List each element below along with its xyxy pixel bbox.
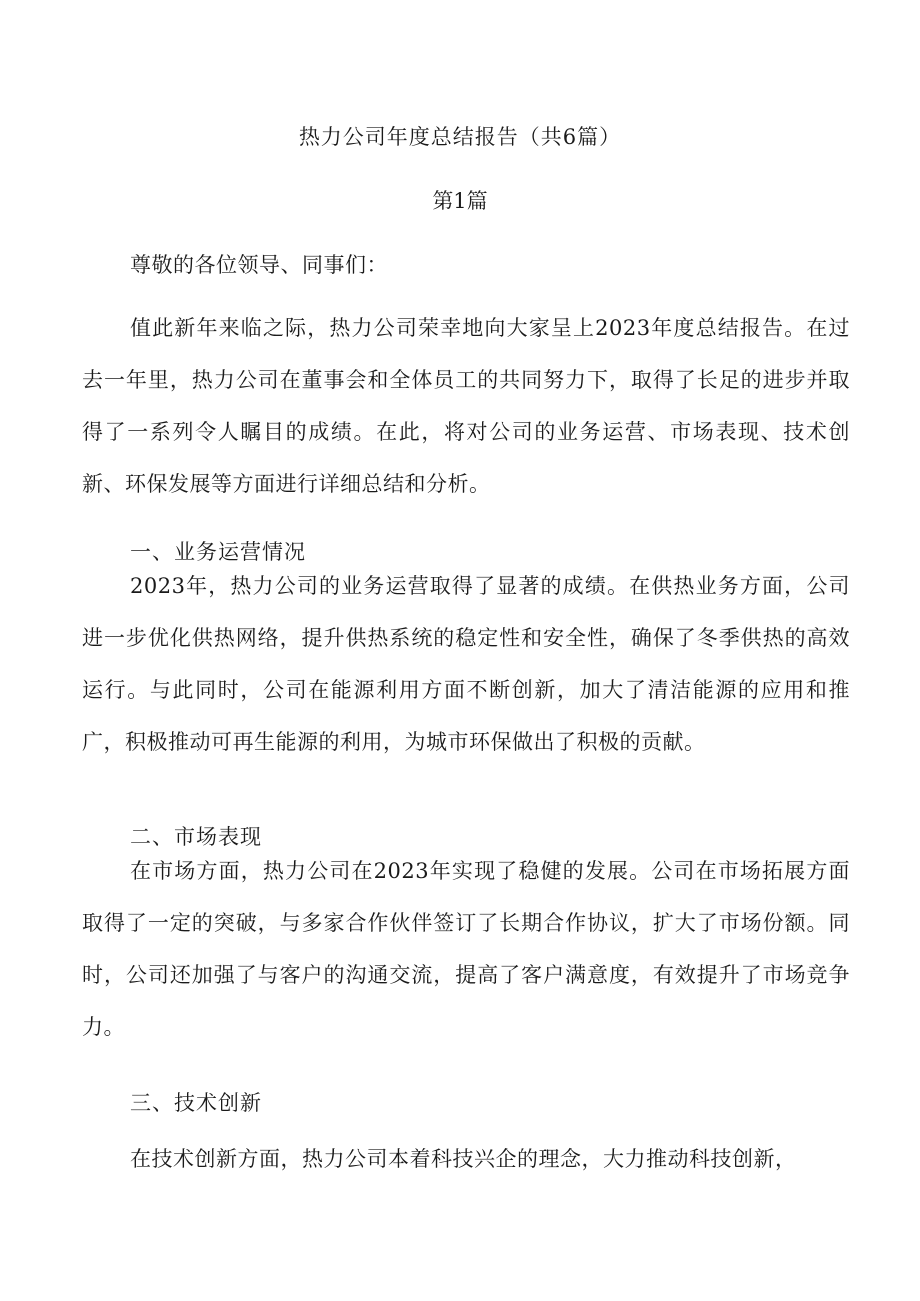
greeting-paragraph: 尊敬的各位领导、同事们：: [130, 253, 388, 277]
section-heading-operations: 一、业务运营情况: [130, 540, 306, 564]
chapter-heading: 第1篇: [432, 189, 488, 213]
intro-paragraph: 值此新年来临之际，热力公司荣幸地向大家呈上2023年度总结报告。在过去一年里，热力公司在董事会和全体员工的共同努力下，取得了长足的进步并取得了一系列令人瞩目的成绩。在此，将对公司的业务运营、市场表现、技术创新、环保发展等方面进行详细总结和分析。: [82, 316, 850, 496]
document-title: 热力公司年度总结报告（共6篇）: [298, 125, 622, 149]
section-body-technology: 在技术创新方面，热力公司本着科技兴企的理念，大力推动科技创新，: [130, 1147, 797, 1171]
section-heading-technology: 三、技术创新: [130, 1091, 262, 1115]
section-body-operations: 2023年，热力公司的业务运营取得了显著的成绩。在供热业务方面，公司进一步优化供热网络，提升供热系统的稳定性和安全性，确保了冬季供热的高效运行。与此同时，公司在能源利用方面不断创新，加大了清洁能源的应用和推广，积极推动可再生能源的利用，为城市环保做出了积极的贡献。: [82, 574, 850, 754]
section-heading-market: 二、市场表现: [130, 825, 262, 849]
section-body-market: 在市场方面，热力公司在2023年实现了稳健的发展。公司在市场拓展方面取得了一定的突破，与多家合作伙伴签订了长期合作协议，扩大了市场份额。同时，公司还加强了与客户的沟通交流，提高了客户满意度，有效提升了市场竞争力。: [82, 859, 850, 1039]
